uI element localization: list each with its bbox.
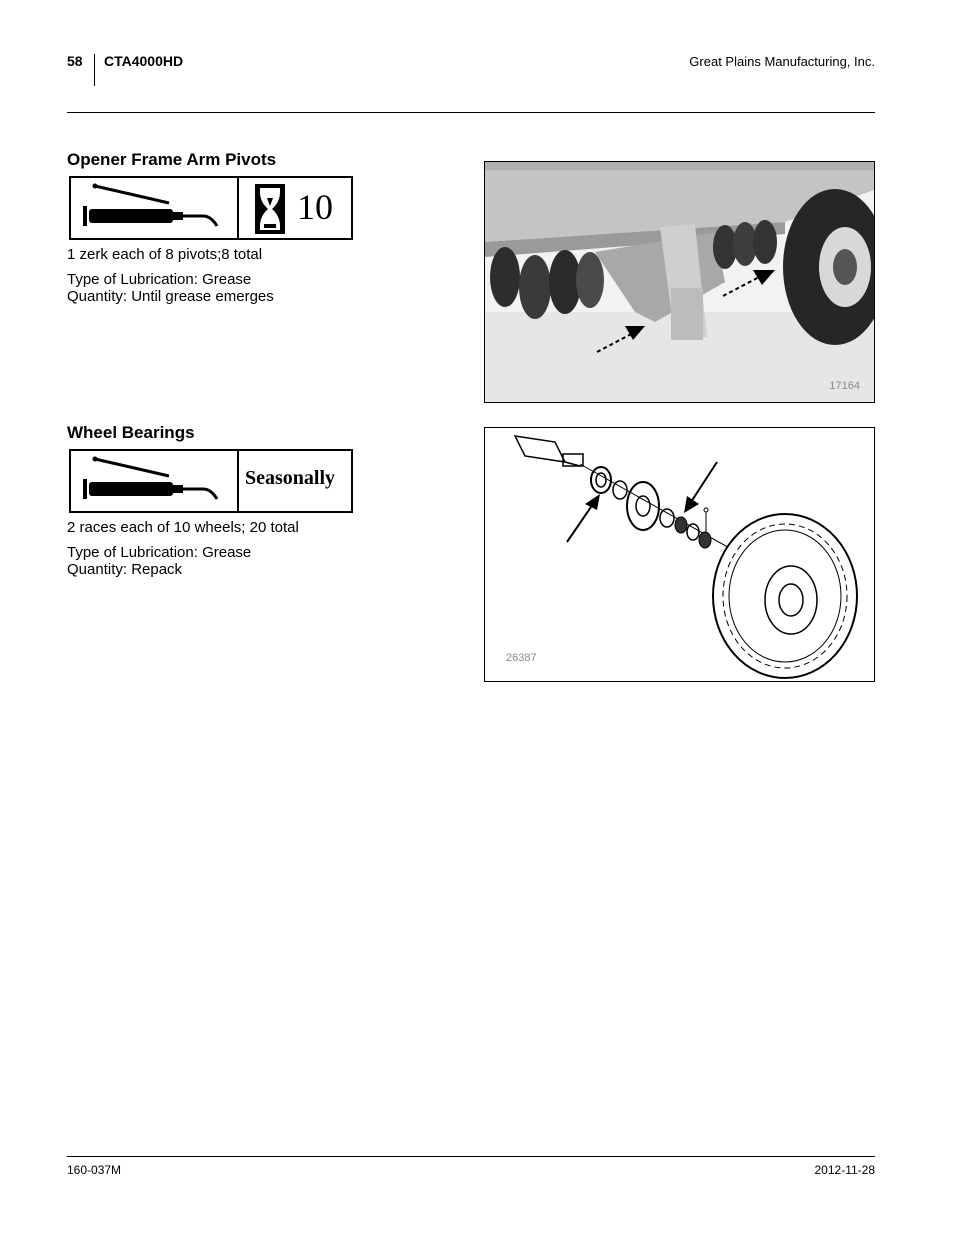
lube-type-cell bbox=[71, 178, 239, 238]
footer-rule bbox=[67, 1156, 875, 1157]
header-divider bbox=[94, 54, 95, 86]
doc-number: 160-037M bbox=[67, 1163, 122, 1177]
hourglass-icon bbox=[255, 184, 285, 234]
interval-seasonally: Seasonally bbox=[245, 467, 336, 489]
count-text-opener-frame: 1 zerk each of 8 pivots;8 total bbox=[67, 246, 263, 263]
quantity-wheel-bearings: Quantity: Repack bbox=[67, 561, 183, 578]
grease-gun-icon bbox=[71, 178, 235, 238]
doc-date: 2012-11-28 bbox=[814, 1163, 875, 1177]
count-text-wheel-bearings: 2 races each of 10 wheels; 20 total bbox=[67, 519, 299, 536]
company-name: Great Plains Manufacturing, Inc. bbox=[689, 54, 875, 69]
figure-number: 26387 bbox=[506, 652, 537, 664]
grease-gun-icon bbox=[71, 451, 235, 511]
section-title-opener-frame: Opener Frame Arm Pivots bbox=[67, 150, 277, 169]
lube-type-cell bbox=[71, 451, 239, 511]
header-rule bbox=[67, 112, 875, 113]
lube-type-wheel-bearings: Type of Lubrication: Grease bbox=[67, 544, 252, 561]
figure-opener-frame-photo bbox=[484, 161, 875, 403]
model-name: CTA4000HD bbox=[104, 53, 184, 69]
section-title-wheel-bearings: Wheel Bearings bbox=[67, 423, 195, 442]
lube-type-opener-frame: Type of Lubrication: Grease bbox=[67, 271, 252, 288]
interval-hours: 10 bbox=[297, 187, 333, 227]
lubrication-box-opener-frame bbox=[69, 176, 353, 240]
figure-number: 17164 bbox=[829, 380, 860, 392]
quantity-opener-frame: Quantity: Until grease emerges bbox=[67, 288, 274, 305]
page-number: 58 bbox=[67, 53, 83, 69]
figure-wheel-bearing-diagram bbox=[484, 427, 875, 682]
lubrication-box-wheel-bearings bbox=[69, 449, 353, 513]
interval-cell bbox=[239, 178, 351, 238]
interval-cell bbox=[239, 451, 351, 511]
wheel-hub-exploded-illustration bbox=[485, 428, 874, 681]
opener-frame-illustration bbox=[485, 162, 874, 402]
